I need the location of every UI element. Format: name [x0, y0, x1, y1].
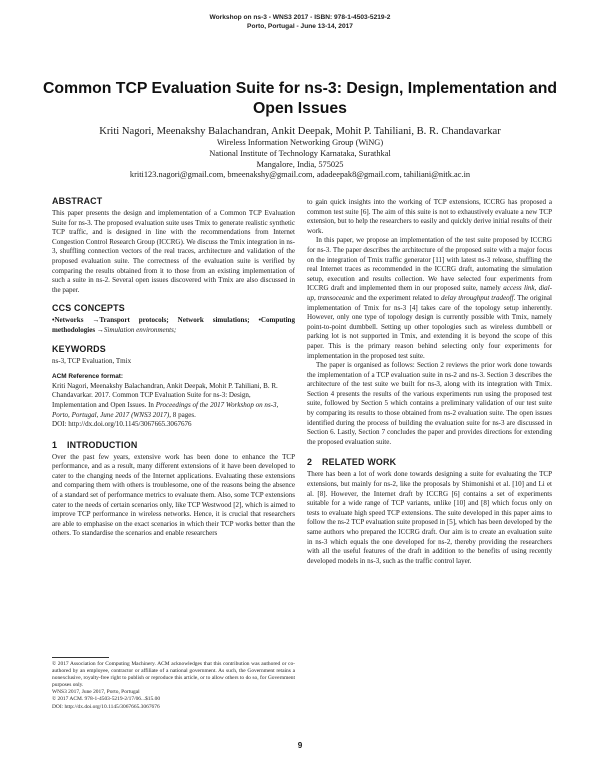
- author-list: Kriti Nagori, Meenakshy Balachandran, Ankit Deepak, Mohit P. Tahiliani, B. R. Chandavarkar: [99, 126, 501, 137]
- proposal-text-b: and the experiment related to: [356, 293, 440, 302]
- intro-heading-text: INTRODUCTION: [67, 439, 138, 450]
- left-column: [52, 196, 295, 539]
- affiliation-location: Mangalore, India, 575025: [256, 159, 344, 169]
- affiliation-block: [0, 138, 600, 181]
- right-column: [307, 198, 552, 566]
- proposal-text-c: . The original implementation of Tmix for ns-3 [4] takes care of the topology setup inherently. However, only one type of topology design is currently possible with Tmix, namely point-to-point dumbbell. Setting up other topologies such as wireless dumbbell or parking lot is not supported in Tmix, and extending it is beyond the scope of this paper. This is the primary reason behind selecting only four experiments for implementation in the proposed test suite.: [307, 293, 552, 360]
- ccs-concepts: [52, 316, 295, 335]
- affiliation-group: Wireless Information Networking Group (WiNG): [216, 138, 384, 147]
- copyright-doi: DOI: http://dx.doi.org/10.1145/3067665.3067676: [52, 703, 160, 710]
- ccs-item-networks: •Networks →Transport protocols; Network simulations;: [52, 316, 250, 325]
- intro-continued: to gain quick insights into the working of TCP extensions, ICCRG has proposed a common test suite [6]. The aim of this suite is not to exhaustively evaluate a new TCP extension, but to help the researchers to easily and quickly derive initial results of their work.: [307, 198, 552, 235]
- ccs-heading: CCS CONCEPTS: [52, 303, 125, 314]
- copyright-notice: © 2017 Association for Computing Machinery. ACM acknowledges that this contribution was authored or co-authored by an employee, contractor or affiliate of a national government. As such, the Government retains a nonexclusive, royalty-free right to publish or reproduce this article, or to allow others to do so, for Government purposes only.: [52, 661, 295, 689]
- keywords-heading: KEYWORDS: [52, 343, 106, 354]
- abstract-heading: ABSTRACT: [52, 196, 103, 206]
- header-line-1: Workshop on ns-3 - WNS3 2017 - ISBN: 978-1-4503-5219-2: [209, 14, 391, 21]
- ccs-item-computing-sub: →Simulation environments;: [96, 325, 177, 334]
- author-emails: kriti123.nagori@gmail.com, bmeenakshy@gmail.com, adadeepak8@gmail.com, tahiliani@nitk.ac.in: [129, 170, 471, 180]
- header-line-2: Porto, Portugal - June 13-14, 2017: [247, 22, 353, 30]
- reference-doi: DOI: http://dx.doi.org/10.1145/3067665.3067676: [52, 420, 192, 429]
- intro-proposal-paragraph: [307, 236, 552, 361]
- paper-title: Common TCP Evaluation Suite for ns-3: Design, Implementation and Open Issues: [42, 80, 558, 117]
- affiliation-institute: National Institute of Technology Karnataka, Surathkal: [209, 148, 391, 158]
- related-number: 2: [307, 457, 313, 468]
- related-heading-text: RELATED WORK: [322, 457, 397, 468]
- intro-number: 1: [52, 439, 58, 450]
- copyright-venue: WNS3 2017, June 2017, Porto, Portugal: [52, 689, 140, 696]
- acm-reference-label: ACM Reference format:: [52, 373, 124, 381]
- organisation-paragraph: The paper is organised as follows: Section 2 reviews the prior work done towards the implementation of a TCP evaluation suite in ns-2 and ns-3. Section 3 describes the architecture of the test suite we built for ns-3, along with its integration with Tmix. Section 4 presents the results of the various experiments run using the proposed test suite, followed by Section 5 which contains a preliminary validation of our test suite by comparing its results to those obtained from ns-2 evaluation suite. The open issues identified during the process of building the evaluation suite for ns-3 are discussed in Section 6. Lastly, Section 7 concludes the paper and provides directions for extending the proposed evaluation suite.: [307, 361, 552, 446]
- intro-text: Over the past few years, extensive work has been done to enhance the TCP performance, and as a result, many different extensions of it have been developed to cater to the changing needs of the Internet applications. Evaluating these extensions and comparing them with others is troublesome, one of the reasons being the absence of a standard set of performance metrics to evaluate them. Also, some TCP extensions cater to the needs of certain scenarios only, like TCP Westwood [2], which is aimed to improve TCP performance in wireless networks. Hence, it is crucial that researchers are able to emphasise on the exact scenarios in which their TCP works better than the others. To standardise the scenarios and enable researchers: [52, 452, 295, 538]
- related-work-text: There has been a lot of work done towards designing a suite for evaluating the TCP extensions, but mainly for ns-2, like the proposals by Shimonishi et al. [10] and Li et al. [8]. However, the Internet draft by ICCRG [6] contains a set of experiments suitable for a wide range of TCP variants, unlike [10] and [8] which focus only on tests to evaluate high speed TCP extensions. The suite developed in this paper aims to follow the ns-2 TCP evaluation suite proposed in [5], which has been developed by the same authors who prepared the ICCRG draft. Our aim is to create an evaluation suite in ns-3 which equals the one developed for ns-2, thereby providing the researchers with all the useful features of the draft in addition to the benefits of using recently developed models in ns-3, such as the traffic control layer.: [307, 470, 552, 565]
- proposal-tradeoff: delay throughput tradeoff: [441, 293, 514, 302]
- page-number: 9: [297, 741, 303, 750]
- copyright-isbn: © 2017 ACM. 978-1-4503-5219-2/17/06...$15.00: [52, 696, 161, 703]
- reference-venue: Proceedings of the 2017 Workshop on ns-3, Porto, Portugal, June 2017 (WNS3 2017),: [52, 400, 279, 419]
- copyright-block: [52, 661, 295, 711]
- proposal-text-a: In this paper, we propose an implementation of the test suite proposed by ICCRG for ns-3. The paper describes the architecture of the proposed suite with a major focus on the integration of Tmix traffic generator [11] with latest ns-3 release, shuffling the real Internet traces as recommended in the ICCRG draft, automating the simulation setup, execution and results collection. We have selected four experiments from ICCRG draft and implemented them in our proposed suite, namely: [307, 236, 552, 293]
- acm-reference-text: [52, 382, 295, 430]
- keywords-text: ns-3, TCP Evaluation, Tmix: [52, 356, 132, 365]
- abstract-text: This paper presents the design and implementation of a Common TCP Evaluation Suite for ns-3. The proposed evaluation suite uses Tmix to generate realistic synthetic TCP traffic, and is designed in line with the recommendations from Internet Congestion Control Research Group (ICCRG). We discuss the Tmix integration in ns-3, shuffling connection vectors of the real traces, architecture and validation of the proposed evaluation suite. The correctness of the evaluation suite is verified by comparing the results obtained from it to those from an existing implementation of such a suite in ns-2. Several open issues discovered with Tmix are also discussed in the paper.: [52, 209, 295, 294]
- footnote-rule: [52, 657, 109, 658]
- intro-heading: [52, 440, 295, 451]
- reference-pages: 8 pages.: [172, 410, 196, 419]
- reference-authors: Kriti Nagori, Meenakshy Balachandran, Ankit Deepak, Mohit P. Tahiliani, B. R. Chandavarkar. 2017. Common TCP Evaluation Suite for ns-3: Design, Implementation and Open Issues. In: [52, 381, 278, 409]
- running-header: [0, 14, 600, 31]
- related-work-heading: [307, 457, 552, 468]
- proposal-experiments: access link, dial-up, transoceanic: [307, 284, 553, 302]
- ccs-item-computing: •Computing methodologies: [52, 316, 295, 334]
